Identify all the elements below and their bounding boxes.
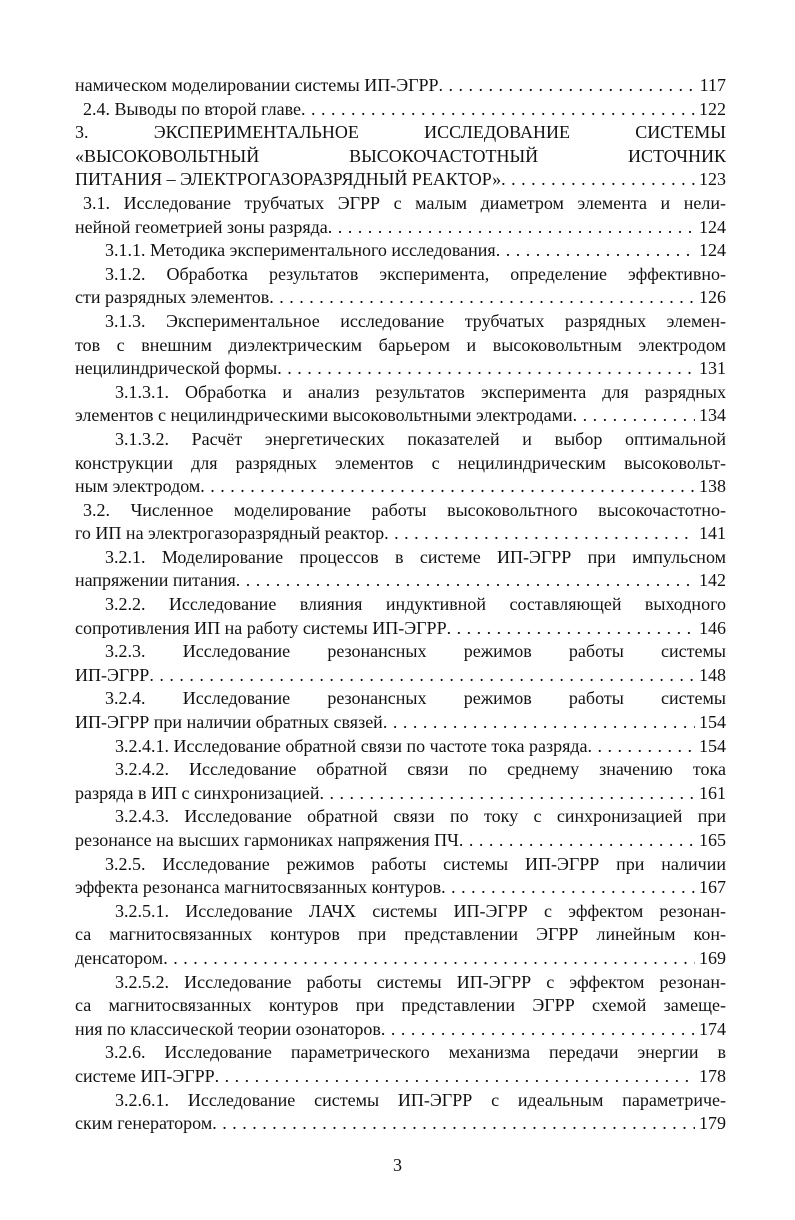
toc-entry[interactable]	[75, 900, 726, 971]
dot-leader	[383, 711, 695, 735]
toc-page-number: 174	[699, 1018, 726, 1039]
toc-page-number: 161	[699, 782, 726, 803]
toc-entry-text-line: 3.2.4.3. Исследование обратной связи по току с синхронизацией при	[115, 806, 726, 827]
toc-entry[interactable]	[75, 381, 726, 428]
dot-leader	[163, 947, 695, 971]
toc-entry-text-line: конструкции для разрядных элементов с нецилиндрическим высоковольт-	[75, 452, 726, 473]
toc-entry-title: ния по классической теории озонаторов	[75, 1018, 381, 1039]
toc-entry-title: сопротивления ИП на работу системы ИП-ЭГРР	[75, 617, 447, 638]
toc-entry-text-line: 3.1.3. Экспериментальное исследование трубчатых разрядных элемен-	[105, 310, 726, 331]
toc-entry-text-line: 3.2.5.2. Исследование работы системы ИП-ЭГРР с эффектом резонан-	[115, 971, 726, 992]
toc-page-number: 134	[699, 405, 726, 426]
toc-page-number: 178	[699, 1065, 726, 1086]
toc-entry-text-line: са магнитосвязанных контуров при представлении ЭГРР схемой замеще-	[75, 995, 726, 1016]
toc-entry-title: ным электродом	[75, 476, 201, 497]
toc-entry[interactable]	[75, 263, 726, 310]
dot-leader	[588, 735, 696, 759]
dot-leader	[439, 74, 696, 98]
dot-leader	[501, 168, 695, 192]
toc-entry[interactable]	[75, 853, 726, 900]
toc-entry-text-line: 3.2.5.1. Исследование ЛАЧХ системы ИП-ЭГРР с эффектом резонан-	[115, 900, 726, 921]
toc-entry-text-line: 3.1. Исследование трубчатых ЭГРР с малым диаметром элемента и нели-	[83, 192, 726, 213]
toc-page-number: 179	[699, 1113, 726, 1134]
toc-entry-title: элементов с нецилиндрическими высоковольтными электродами	[75, 405, 573, 426]
toc-entry[interactable]	[75, 640, 726, 687]
toc-entry[interactable]	[75, 687, 726, 734]
toc-entry-text-line: 3.1.3.1. Обработка и анализ результатов эксперимента для разрядных	[115, 381, 726, 402]
toc-entry-title: 2.4. Выводы по второй главе	[83, 98, 301, 119]
toc-entry-title: нейной геометрией зоны разряда	[75, 216, 328, 237]
toc-entry-text-line: тов с внешним диэлектрическим барьером и высоковольтным электродом	[75, 334, 726, 355]
toc-entry-text-line: 3.2.3. Исследование резонансных режимов работы системы	[105, 641, 726, 662]
toc-entry[interactable]	[75, 593, 726, 640]
toc-entry[interactable]	[75, 1041, 726, 1088]
toc-entry[interactable]	[75, 98, 726, 122]
toc-entry-title: нецилиндрической формы	[75, 358, 278, 379]
dot-leader	[381, 1018, 695, 1042]
toc-page-number: 122	[699, 98, 726, 119]
dot-leader	[149, 664, 695, 688]
toc-entry[interactable]	[75, 239, 726, 263]
toc-entry-title: разряда в ИП с синхронизацией	[75, 782, 320, 803]
toc-entry-title: эффекта резонанса магнитосвязанных контуров	[75, 877, 442, 898]
toc-page-number: 167	[699, 877, 726, 898]
toc-entry-title: ПИТАНИЯ – ЭЛЕКТРОГАЗОРАЗРЯДНЫЙ РЕАКТОР»	[75, 169, 502, 190]
page-number: 3	[393, 1155, 402, 1175]
toc-entry[interactable]	[75, 546, 726, 593]
toc-page-number: 138	[699, 476, 726, 497]
toc-page-number: 148	[699, 664, 726, 685]
toc-entry-text-line: 3.2.2. Исследование влияния индуктивной составляющей выходного	[105, 594, 726, 615]
toc-page-number: 169	[699, 947, 726, 968]
toc-entry-title: денсатором	[75, 947, 164, 968]
toc-entry[interactable]	[75, 805, 726, 852]
toc-entry-title: ИП-ЭГРР	[75, 664, 150, 685]
toc-entry[interactable]	[75, 121, 726, 192]
toc-entry-title: резонансе на высших гармониках напряжения ПЧ	[75, 830, 459, 850]
dot-leader	[269, 286, 695, 310]
toc-entry[interactable]	[75, 758, 726, 805]
toc-entry-title: 3.1.1. Методика экспериментального исследования	[105, 240, 496, 261]
toc-entry-text-line: 3. ЭКСПЕРИМЕНТАЛЬНОЕ ИССЛЕДОВАНИЕ СИСТЕМЫ	[75, 122, 726, 143]
toc-page-number: 126	[699, 287, 726, 308]
dot-leader	[328, 216, 695, 240]
toc-entry-title: го ИП на электрогазоразрядный реактор	[75, 523, 385, 544]
dot-leader	[212, 1112, 695, 1136]
toc-page-number: 142	[699, 570, 726, 591]
toc-entry-text-line: 3.1.3.2. Расчёт энергетических показателей и выбор оптимальной	[115, 428, 726, 449]
dot-leader	[459, 829, 695, 853]
dot-leader	[384, 522, 695, 546]
toc-page-number: 146	[699, 617, 726, 638]
table-of-contents	[75, 74, 726, 1136]
toc-page-number: 117	[699, 75, 726, 95]
toc-entry[interactable]	[75, 192, 726, 239]
toc-entry-text-line: 3.2.6.1. Исследование системы ИП-ЭГРР с идеальным параметриче-	[115, 1089, 726, 1110]
toc-page-number: 154	[699, 735, 726, 756]
toc-entry-title: системе ИП-ЭГРР	[75, 1065, 215, 1086]
toc-entry[interactable]	[75, 735, 726, 759]
dot-leader	[277, 357, 695, 381]
toc-entry-text-line: 3.2.1. Моделирование процессов в системе ИП-ЭГРР при импульсном	[105, 546, 726, 567]
toc-page-number: 154	[699, 712, 726, 733]
toc-entry-text-line: 3.2.5. Исследование режимов работы системы ИП-ЭГРР при наличии	[105, 853, 726, 874]
toc-entry-title: 3.2.4.1. Исследование обратной связи по частоте тока разряда	[115, 735, 588, 756]
toc-entry-text-line: са магнитосвязанных контуров при представлении ЭГРР линейным кон-	[75, 924, 726, 945]
toc-entry-title: ИП-ЭГРР при наличии обратных связей	[75, 712, 383, 733]
toc-entry-text-line: 3.1.2. Обработка результатов эксперимента, определение эффективно-	[105, 263, 726, 284]
toc-entry[interactable]	[75, 428, 726, 499]
toc-entry-text-line: 3.2.4. Исследование резонансных режимов работы системы	[105, 688, 726, 709]
dot-leader	[320, 782, 695, 806]
toc-page-number: 124	[699, 216, 726, 237]
toc-entry[interactable]	[75, 971, 726, 1042]
toc-entry-text-line: 3.2.4.2. Исследование обратной связи по среднему значению тока	[115, 759, 726, 780]
toc-entry[interactable]	[75, 499, 726, 546]
dot-leader	[200, 475, 695, 499]
toc-entry[interactable]	[75, 310, 726, 381]
toc-entry-text-line: 3.2.6. Исследование параметрического механизма передачи энергии в	[105, 1042, 726, 1063]
toc-entry-title: сти разрядных элементов	[75, 287, 270, 308]
dot-leader	[236, 569, 695, 593]
dot-leader	[447, 617, 695, 641]
toc-entry-text-line: «ВЫСОКОВОЛЬТНЫЙ ВЫСОКОЧАСТОТНЫЙ ИСТОЧНИК	[75, 145, 726, 166]
dot-leader	[496, 239, 695, 263]
dot-leader	[441, 876, 695, 900]
toc-entry-title: намическом моделировании системы ИП-ЭГРР	[75, 75, 439, 95]
toc-page-number: 124	[699, 240, 726, 261]
toc-page-number: 165	[699, 830, 726, 850]
toc-page-number: 123	[699, 169, 726, 190]
toc-page-number: 141	[699, 523, 726, 544]
toc-entry[interactable]	[75, 1089, 726, 1136]
toc-page-number: 131	[699, 358, 726, 379]
toc-entry-title: ским генератором	[75, 1113, 213, 1134]
dot-leader	[573, 404, 695, 428]
toc-entry-text-line: 3.2. Численное моделирование работы высоковольтного высокочастотно-	[83, 499, 726, 520]
toc-entry-title: напряжении питания	[75, 570, 236, 591]
toc-entry[interactable]	[75, 74, 726, 98]
dot-leader	[215, 1065, 695, 1089]
dot-leader	[301, 98, 695, 122]
